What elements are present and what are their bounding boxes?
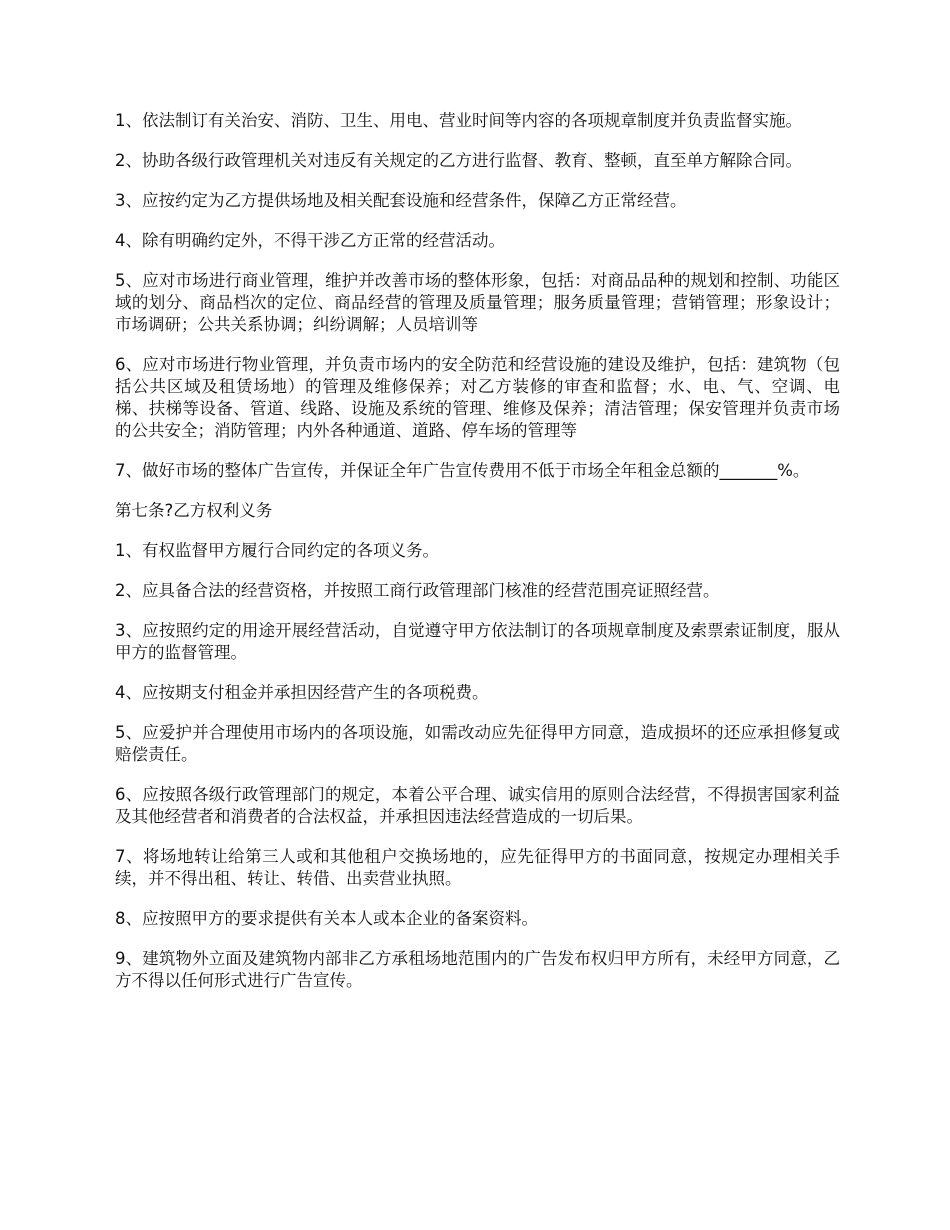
clause-b2: 2、应具备合法的经营资格，并按照工商行政管理部门核准的经营范围亮证照经营。 bbox=[115, 581, 720, 600]
clause-b7: 7、将场地转让给第三人或和其他租户交换场地的，应先征得甲方的书面同意，按规定办理相关手续，并不得出租、转让、转借、出卖营业执照。 bbox=[115, 847, 840, 888]
clause-a6: 6、应对市场进行物业管理，并负责市场内的安全防范和经营设施的建设及维护，包括：建筑物（包括公共区域及租赁场地）的管理及维修保养；对乙方装修的审查和监督；水、电、气、空调、电梯、扶梯等设备、管道、线路、设施及系统的管理、维修及保养；清洁管理；保安管理并负责市场的公共安全；消防管理；内外各种通道、道路、停车场的管理等 bbox=[115, 355, 840, 440]
clause-a5: 5、应对市场进行商业管理，维护并改善市场的整体形象，包括：对商品品种的规划和控制、功能区域的划分、商品档次的定位、商品经营的管理及质量管理；服务质量管理；营销管理；形象设计；市场调研；公共关系协调；纠纷调解；人员培训等 bbox=[115, 271, 840, 334]
clause-a2: 2、协助各级行政管理机关对违反有关规定的乙方进行监督、教育、整顿，直至单方解除合同。 bbox=[115, 151, 802, 170]
clause-b8: 8、应按照甲方的要求提供有关本人或本企业的备案资料。 bbox=[115, 909, 538, 928]
clause-b5: 5、应爱护并合理使用市场内的各项设施，如需改动应先征得甲方同意，造成损坏的还应承担修复或赔偿责任。 bbox=[115, 723, 840, 764]
clause-a4: 4、除有明确约定外，不得干涉乙方正常的经营活动。 bbox=[115, 231, 505, 250]
clause-a1: 1、依法制订有关治安、消防、卫生、用电、营业时间等内容的各项规章制度并负责监督实施。 bbox=[115, 111, 802, 130]
section-heading: 第七条?乙方权利义务 bbox=[115, 501, 273, 520]
clause-b3: 3、应按照约定的用途开展经营活动，自觉遵守甲方依法制订的各项规章制度及索票索证制度，服从甲方的监督管理。 bbox=[115, 621, 840, 662]
clause-a7: 7、做好市场的整体广告宣传，并保证全年广告宣传费用不低于市场全年租金总额的_______%。 bbox=[115, 461, 810, 480]
clause-a3: 3、应按约定为乙方提供场地及相关配套设施和经营条件，保障乙方正常经营。 bbox=[115, 191, 687, 210]
document-body bbox=[115, 110, 840, 1010]
clause-b1: 1、有权监督甲方履行合同约定的各项义务。 bbox=[115, 541, 439, 560]
clause-b4: 4、应按期支付租金并承担因经营产生的各项税费。 bbox=[115, 683, 489, 702]
clause-b6: 6、应按照各级行政管理部门的规定，本着公平合理、诚实信用的原则合法经营，不得损害国家利益及其他经营者和消费者的合法权益，并承担因违法经营造成的一切后果。 bbox=[115, 785, 840, 826]
clause-b9: 9、建筑物外立面及建筑物内部非乙方承租场地范围内的广告发布权归甲方所有，未经甲方同意，乙方不得以任何形式进行广告宣传。 bbox=[115, 949, 840, 990]
